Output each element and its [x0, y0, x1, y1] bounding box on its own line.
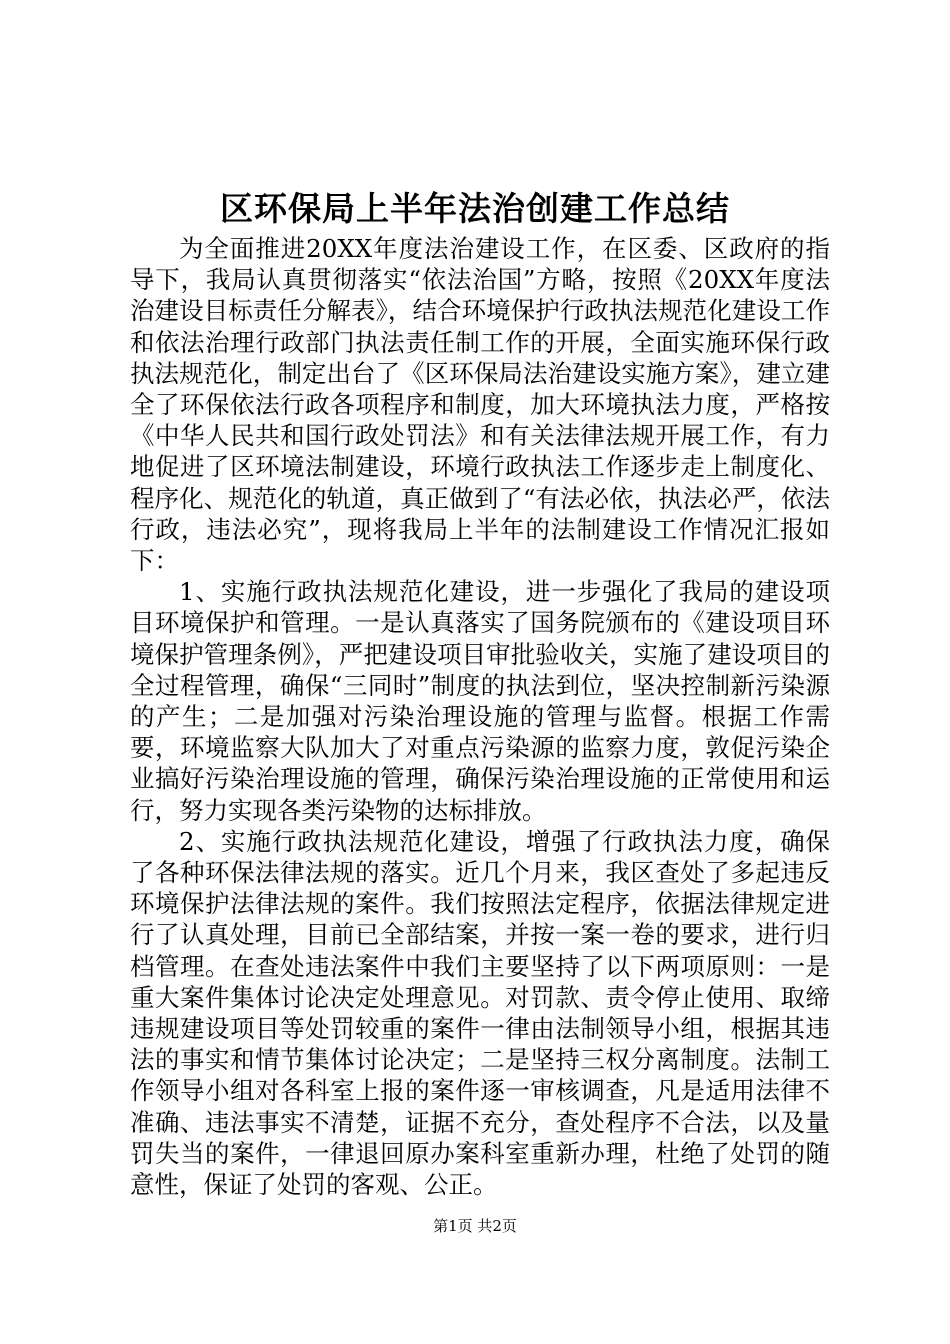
page-number-footer: 第1页 共2页: [433, 1217, 517, 1235]
document-body: [130, 233, 830, 1200]
paragraph-intro: 为全面推进20XX年度法治建设工作，在区委、区政府的指导下，我局认真贯彻落实“依法治国”方略，按照《20XX年度法治建设目标责任分解表》，结合环境保护行政执法规范化建设工作和依法治理行政部门执法责任制工作的开展，全面实施环保行政执法规范化，制定出台了《区环保局法治建设实施方案》，建立建全了环保依法行政各项程序和制度，加大环境执法力度，严格按《中华人民共和国行政处罚法》和有关法律法规开展工作，有力地促进了区环境法制建设，环境行政执法工作逐步走上制度化、程序化、规范化的轨道，真正做到了“有法必依，执法必严，依法行政，违法必究”，现将我局上半年的法制建设工作情况汇报如下：: [130, 234, 830, 576]
paragraph-section-1: 1、实施行政执法规范化建设，进一步强化了我局的建设项目环境保护和管理。一是认真落实了国务院颁布的《建设项目环境保护管理条例》，严把建设项目审批验收关，实施了建设项目的全过程管理，确保“三同时”制度的执法到位，坚决控制新污染源的产生；二是加强对污染治理设施的管理与监督。根据工作需要，环境监察大队加大了对重点污染源的监察力度，敦促污染企业搞好污染治理设施的管理，确保污染治理设施的正常使用和运行，努力实现各类污染物的达标排放。: [130, 577, 830, 825]
document-title: 区环保局上半年法治创建工作总结: [220, 189, 730, 228]
paragraph-section-2: 2、实施行政执法规范化建设，增强了行政执法力度，确保了各种环保法律法规的落实。近几个月来，我区查处了多起违反环境保护法律法规的案件。我们按照法定程序，依据法律规定进行了认真处理，目前已全部结案，并按一案一卷的要求，进行归档管理。在查处违法案件中我们主要坚持了以下两项原则：一是重大案件集体讨论决定处理意见。对罚款、责令停止使用、取缔违规建设项目等处罚较重的案件一律由法制领导小组，根据其违法的事实和情节集体讨论决定；二是坚持三权分离制度。法制工作领导小组对各科室上报的案件逐一审核调查，凡是适用法律不准确、违法事实不清楚，证据不充分，查处程序不合法，以及量罚失当的案件，一律退回原办案科室重新办理，杜绝了处罚的随意性，保证了处罚的客观、公正。: [130, 826, 830, 1200]
